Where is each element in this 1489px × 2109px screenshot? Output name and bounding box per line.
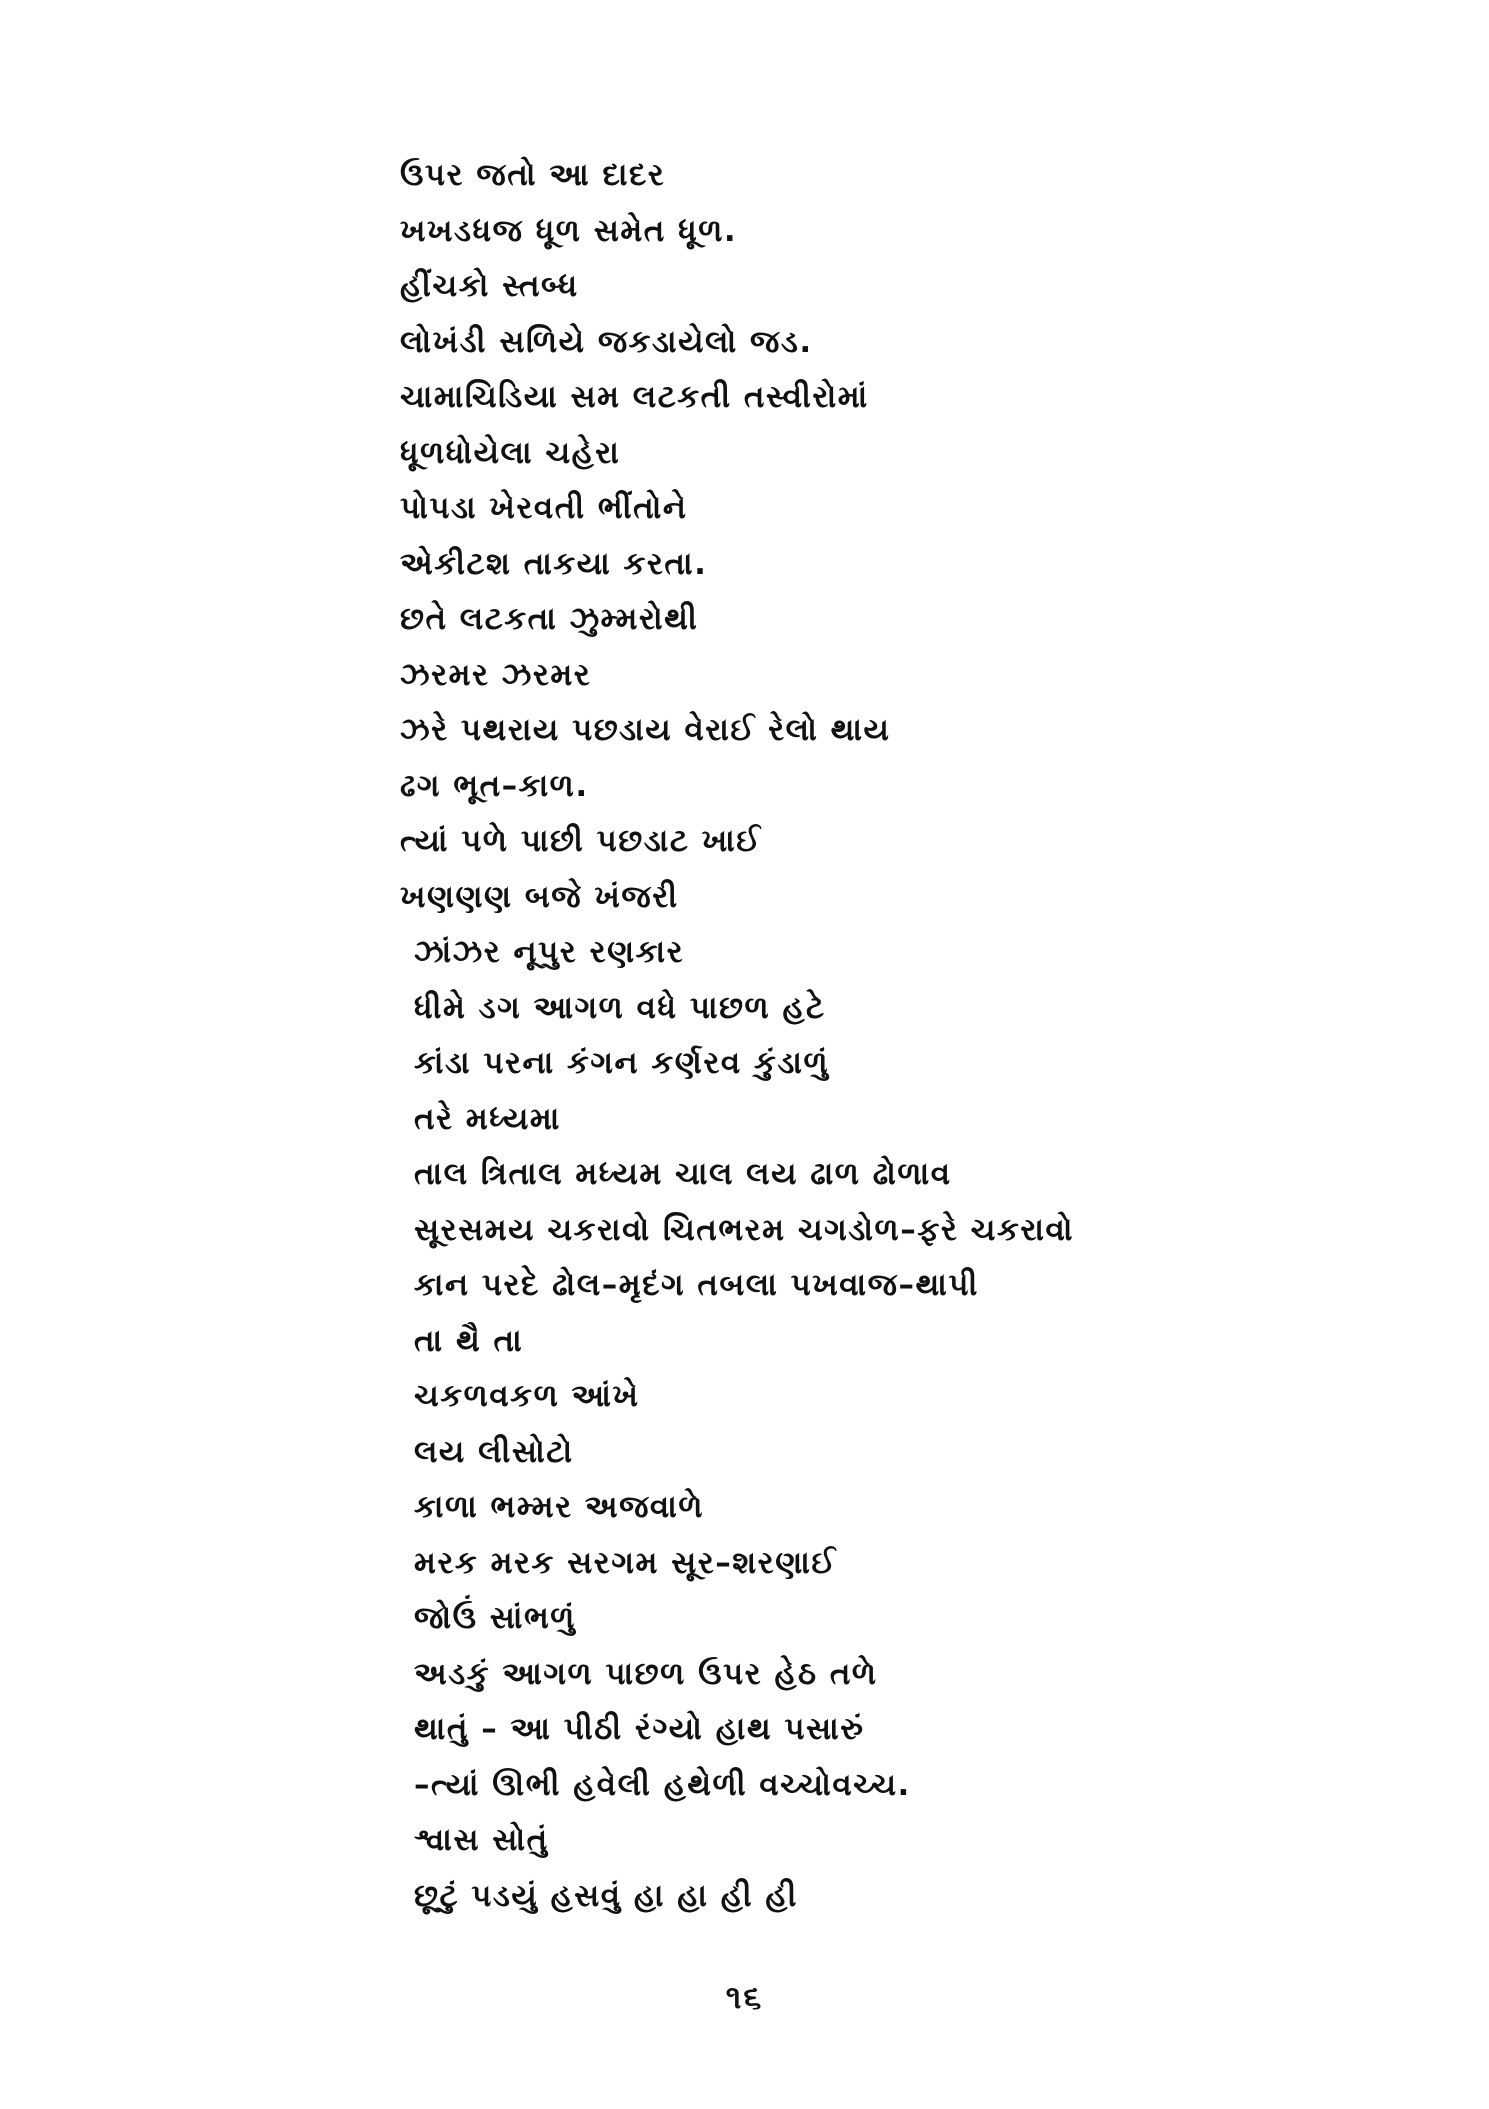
- poem-line: હીંચકો સ્તબ્ધ: [400, 268, 579, 304]
- poem-line: ખખડધજ ધૂળ સમેત ધૂળ.: [400, 212, 738, 249]
- poem-line: મરક મરક સરગમ સૂર–શરણાઈ: [414, 1544, 837, 1581]
- poem-line: પોપડા ખેરવતી ભીંતોને: [400, 490, 688, 526]
- poem-line: ઝાંઝર નૂપુર રણકાર: [414, 934, 685, 970]
- poem-line: થાતું – આ પીઠી રંગ્યો હાથ પસારું: [414, 1711, 865, 1747]
- poem-line: ઉપર જતો આ દાદર: [400, 157, 666, 193]
- poem-line: કાંડા પરના કંગન કર્ણરવ કુંડાળું: [414, 1045, 830, 1081]
- poem-line: ચામાચિડિયા સમ લટકતી તસ્વીરોમાં: [400, 379, 869, 415]
- poem-line: તા થૈ તા: [414, 1322, 524, 1359]
- poem-line: ખણણણ બજે ખંજરી: [400, 878, 679, 915]
- poem-line: શ્વાસ સોતું: [414, 1822, 549, 1858]
- poem-line: કાળા ભમ્મર અજવાળે: [414, 1489, 705, 1525]
- page-number: ૧૬: [725, 1978, 764, 2016]
- poem-line: ધૂળધોયેલા ચહેરા: [400, 434, 621, 471]
- poem-line: ઝરમર ઝરમર: [400, 656, 592, 693]
- poem-line: ચકળવકળ આંખે: [414, 1378, 640, 1414]
- poem-line: લોખંડી સળિયે જકડાયેલો જડ.: [400, 323, 813, 360]
- poem-line: તાલ ત્રિતાલ મધ્યમ ચાલ લય ઢાળ ઢોળાવ: [414, 1156, 952, 1192]
- poem-line: ઝરે પથરાય પછડાય વેરાઈ રેલો થાય: [400, 712, 891, 748]
- poem-line: છતે લટકતા ઝુમ્મરોથી: [400, 601, 699, 637]
- poem-line: અડકું આગળ પાછળ ઉપર હેઠ તળે: [414, 1655, 878, 1692]
- poem-line: લય લીસોટો: [414, 1433, 574, 1470]
- poem-line: ત્યાં પળે પાછી પછડાટ ખાઈ: [400, 823, 762, 859]
- poem-line: કાન પરદે ઢોલ–મૃદંગ તબલા પખવાજ–થાપી: [414, 1267, 979, 1303]
- poem-line: જોઉં સાંભળું: [414, 1600, 576, 1636]
- poem-line: છૂટું પડયું હસવું હા હા હી હી: [414, 1877, 798, 1914]
- poem-line: એકીટશ તાકયા કરતા.: [400, 545, 708, 582]
- poem-text: [400, 148, 1400, 1924]
- poem-line: ધીમે ડગ આગળ વધે પાછળ હટે: [414, 989, 826, 1026]
- poem-line: સૂરસમય ચકરાવો ચિતભરમ ચગડોળ–ફરે ચકરાવો: [414, 1211, 1075, 1248]
- poem-line: –ત્યાં ઊભી હવેલી હથેળી વચ્ચોવચ્ચ.: [414, 1766, 911, 1803]
- poem-line: ઢગ ભૂત–કાળ.: [400, 767, 589, 804]
- poem-line: તરે મધ્યમા: [414, 1100, 561, 1137]
